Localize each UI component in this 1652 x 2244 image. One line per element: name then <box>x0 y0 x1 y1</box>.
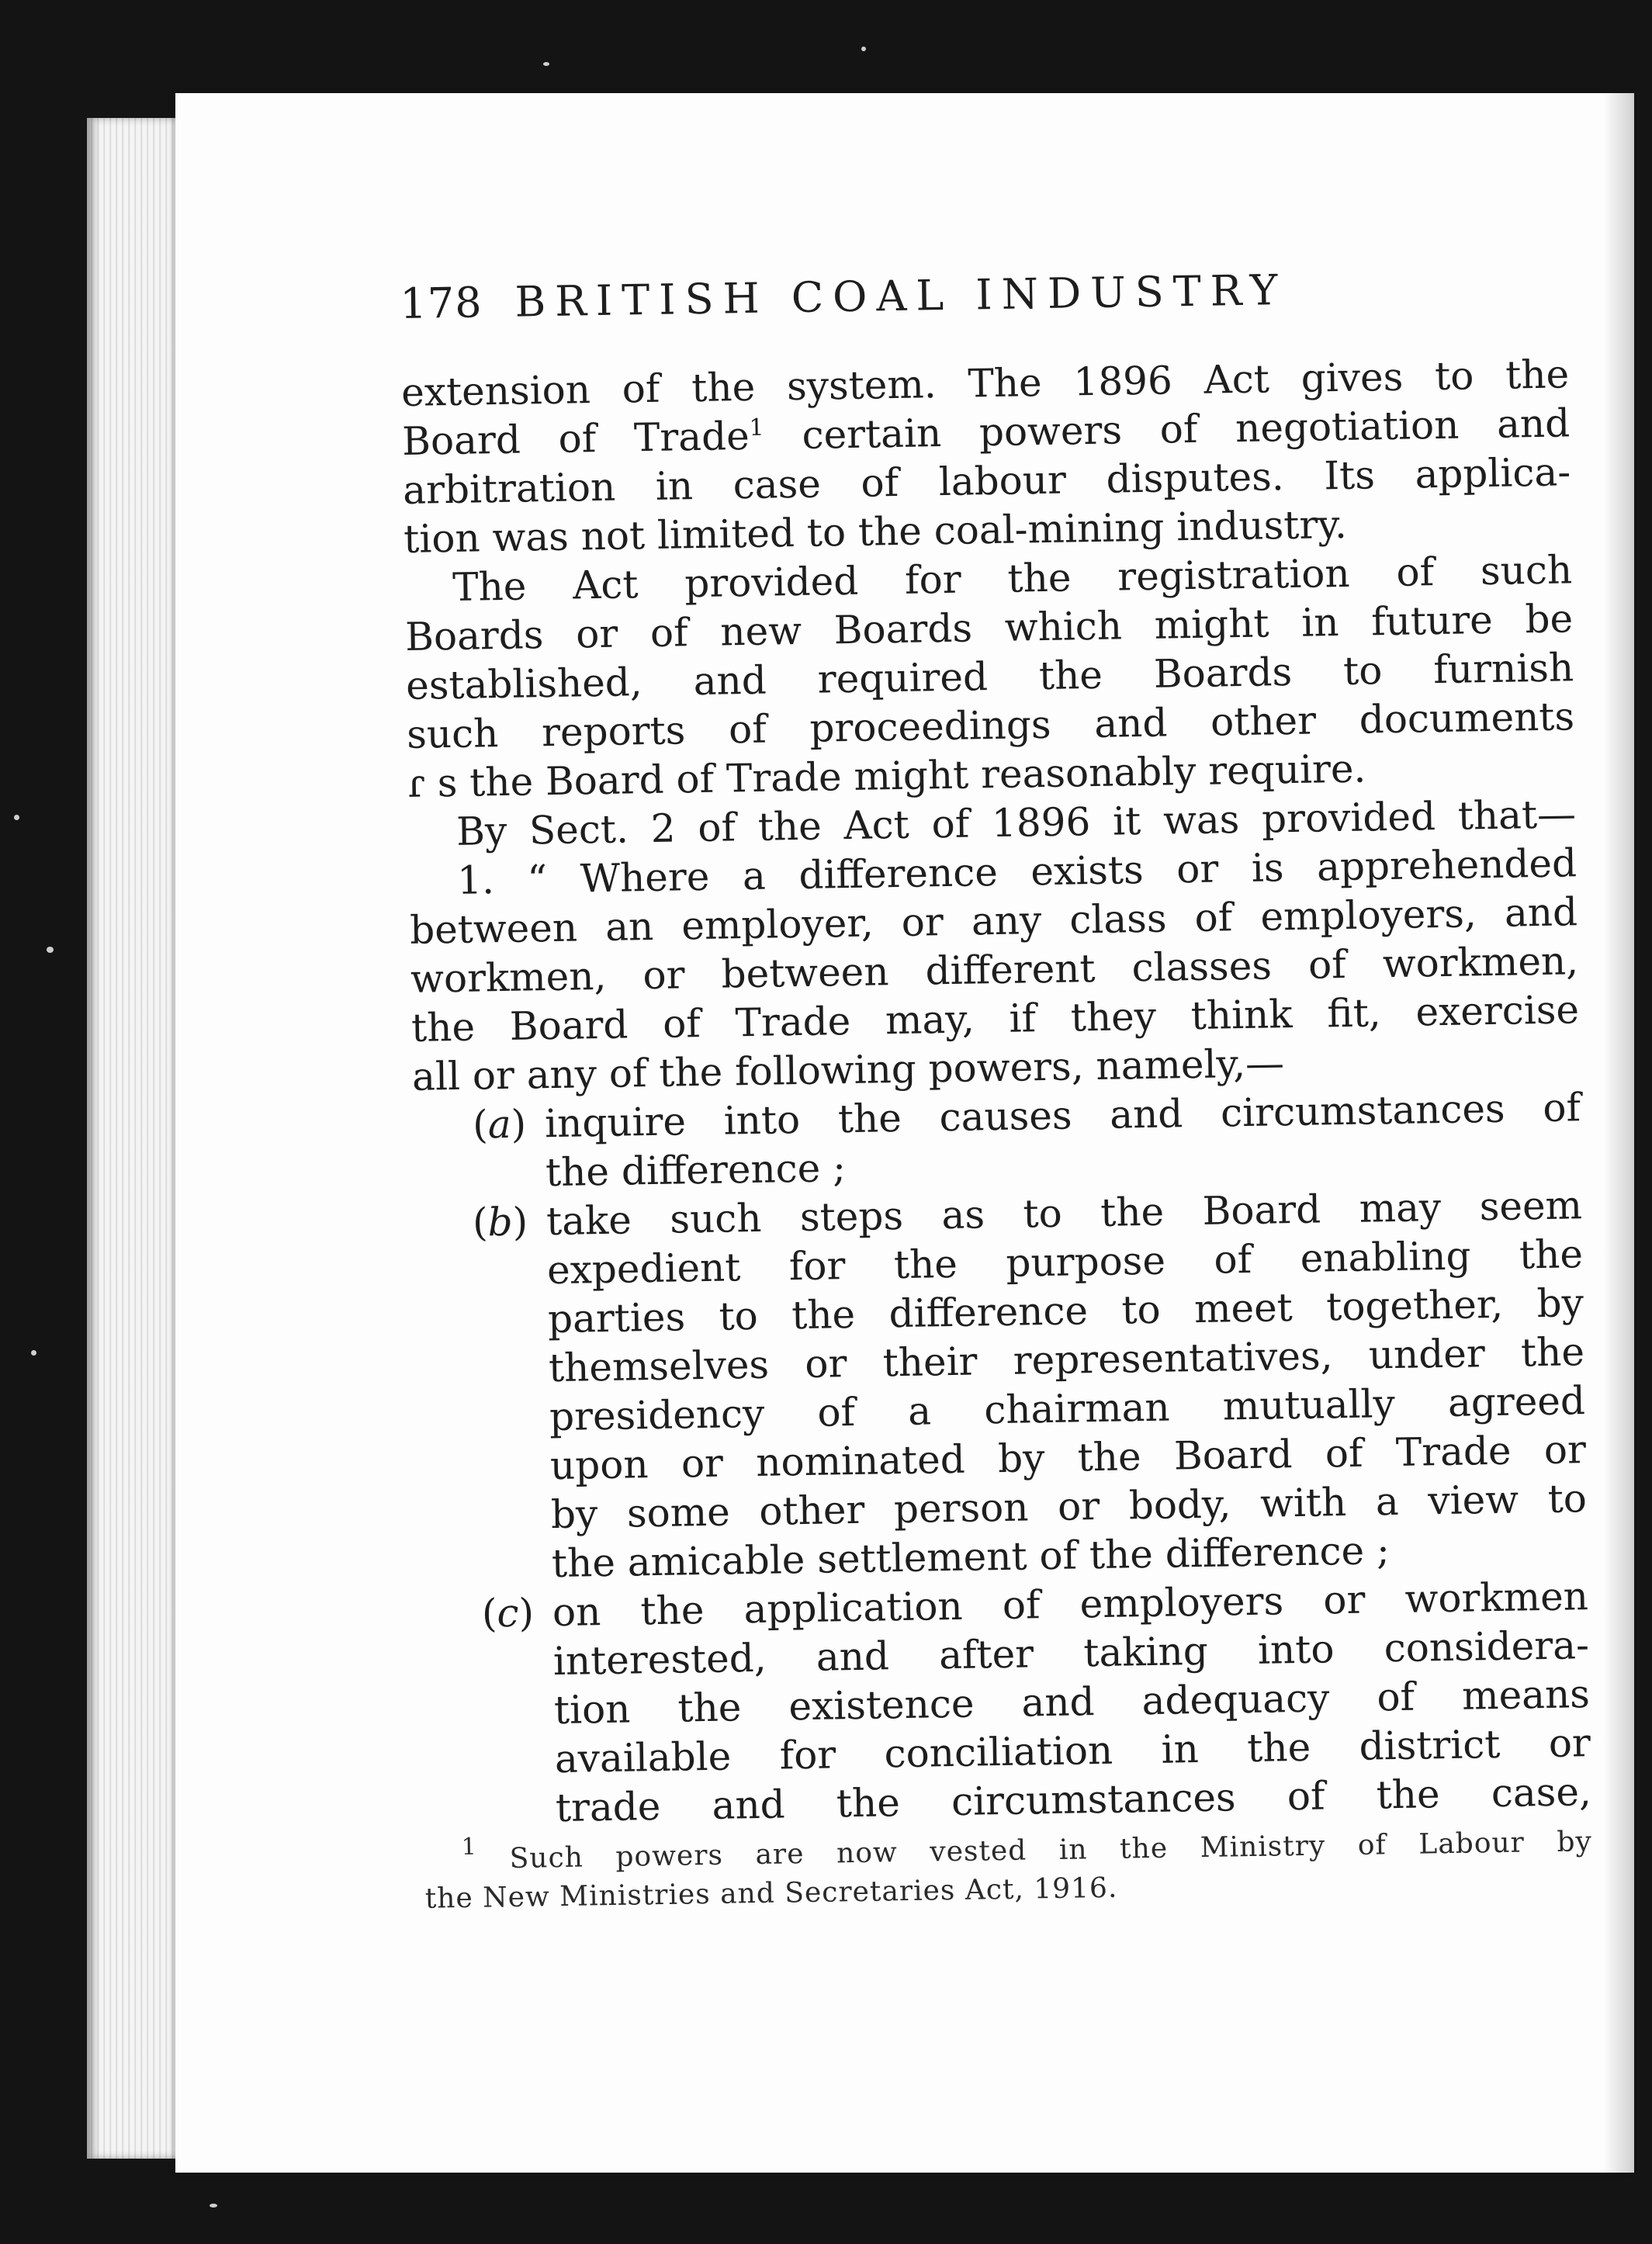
clause-letter: a <box>487 1101 512 1148</box>
clause-body <box>552 1572 1592 1833</box>
clause-body <box>545 1083 1582 1197</box>
text-line: inquire into the causes and circumstances of <box>544 1085 1581 1147</box>
text-line: expedient for the purpose of enabling the <box>546 1231 1584 1293</box>
spine-shadow <box>1603 93 1634 2173</box>
footnote-reference: 1 <box>749 414 764 442</box>
clause-c <box>421 1572 1592 1835</box>
text-line: 1. “ Where a difference exists or is apprehended <box>456 840 1578 903</box>
clause-a <box>413 1083 1582 1200</box>
text-line: the difference ; <box>545 1145 847 1196</box>
text-line: parties to the difference to meet together, by <box>547 1280 1584 1342</box>
clause-letter: b <box>487 1199 514 1245</box>
text-fragment: certain powers of negotiation and <box>802 400 1571 458</box>
text-line: trade and the circumstances of the case, <box>555 1769 1592 1831</box>
text-line: presidency of a chairman mutually agreed <box>549 1378 1586 1440</box>
text-line: take such steps as to the Board may seem <box>545 1183 1583 1245</box>
text-line: on the application of employers or workmen <box>552 1574 1589 1636</box>
text-line: extension of the system. The 1896 Act gives to the <box>400 351 1570 415</box>
paragraph-1 <box>401 350 1572 564</box>
text-line: between an employer, or any class of employers, and <box>409 889 1578 953</box>
clause-body <box>546 1181 1588 1588</box>
text-line: by some other person or body, with a view to <box>550 1476 1588 1538</box>
text-line: Boards or of new Boards which might in future be <box>404 596 1574 660</box>
text-line: all or any of the following powers, namely,— <box>411 1041 1285 1099</box>
dust-speck <box>861 47 866 51</box>
text-line: the Board of Trade may, if they think fit, exercise <box>410 987 1580 1051</box>
text-line: such reports of proceedings and other documents <box>406 694 1575 757</box>
text-line: tion was not limited to the coal-mining industry. <box>403 501 1348 562</box>
text-line: The Act provided for the registration of such <box>452 547 1573 610</box>
text-line: ɾ s the Board of Trade might reasonably require. <box>407 746 1366 806</box>
text-line: upon or nominated by the Board of Trade or <box>549 1427 1587 1489</box>
running-head-title: BRITISH COAL INDUSTRY <box>514 265 1287 327</box>
footnote-line: the New Ministries and Secretaries Act, 1916. <box>424 1872 1118 1915</box>
page-edges <box>87 118 188 2159</box>
text-line: themselves or their representatives, under the <box>548 1329 1585 1391</box>
clause-label: (b) <box>472 1199 528 1245</box>
clause-label: (a) <box>472 1101 527 1148</box>
dust-speck <box>543 62 549 66</box>
clause-letter: c <box>497 1590 519 1636</box>
text-line: established, and required the Boards to furnish <box>405 645 1574 708</box>
clause-b <box>414 1181 1588 1591</box>
footnote-marker: 1 <box>461 1833 478 1861</box>
text-line: the amicable settlement of the difference ; <box>551 1528 1391 1587</box>
text-line: arbitration in case of labour disputes. Its applica- <box>402 449 1571 513</box>
clause-label: (c) <box>481 1590 535 1636</box>
dust-speck <box>31 1350 36 1356</box>
text-fragment: Board of Trade <box>401 413 750 464</box>
page-number: 178 <box>400 278 483 328</box>
footnote-text: Such powers are now vested in the Ministry of Labour by <box>509 1826 1593 1875</box>
dust-speck <box>47 947 54 953</box>
text-block <box>400 261 1593 1918</box>
text-line: workmen, or between different classes of workmen, <box>410 938 1579 1002</box>
dust-speck <box>14 815 19 820</box>
text-line: interested, and after taking into considera- <box>552 1622 1590 1685</box>
text-line: available for conciliation in the district or <box>554 1720 1591 1782</box>
dust-speck <box>210 2204 217 2208</box>
text-line: By Sect. 2 of the Act of 1896 it was provided that— <box>455 791 1577 854</box>
text-line: tion the existence and adequacy of means <box>553 1671 1591 1733</box>
paragraph-2 <box>404 545 1576 809</box>
paragraph-4 <box>409 839 1581 1102</box>
